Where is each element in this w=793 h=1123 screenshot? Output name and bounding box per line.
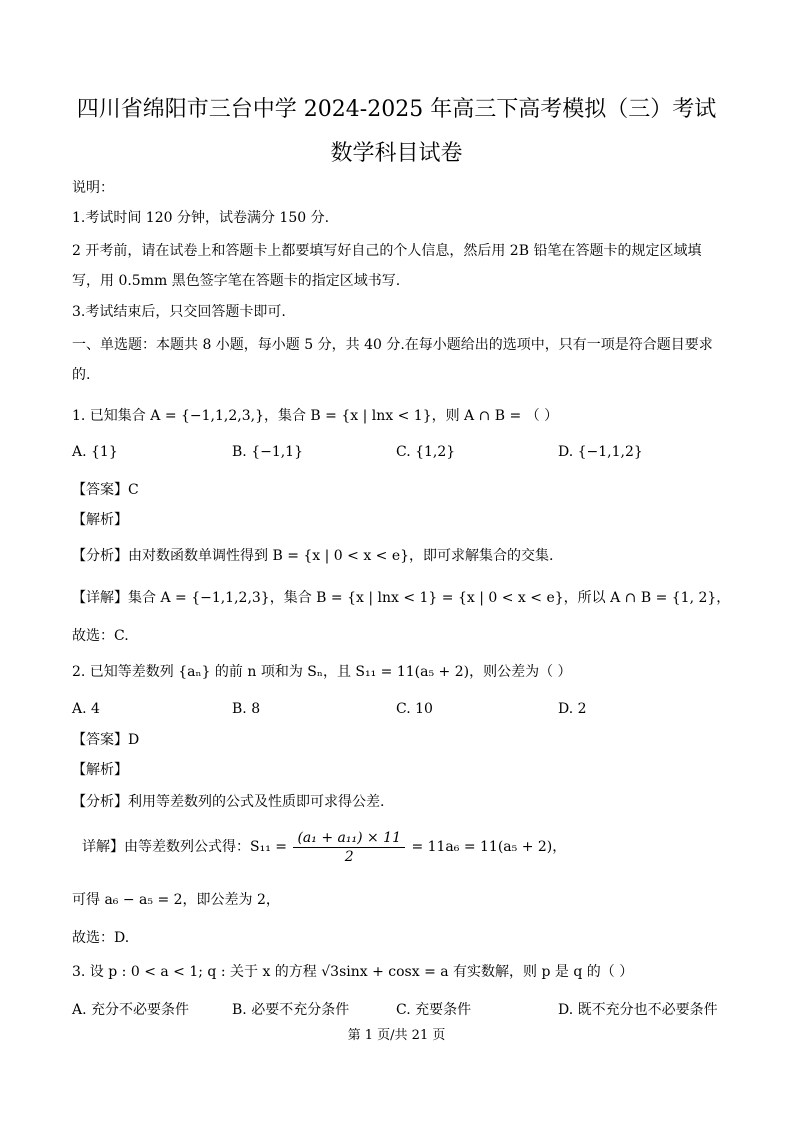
q3-option-c: C. 充要条件	[396, 1002, 472, 1018]
instruction-item-2: 2 开考前，请在试卷上和答题卡上都要填写好自己的个人信息，然后用 2B 铅笔在答题卡的规定区域填写，用 0.5mm 黑色签字笔在答题卡的指定区域书写.	[72, 243, 702, 289]
instruction-item-1: 1.考试时间 120 分钟，试卷满分 150 分.	[72, 210, 330, 226]
q2-xiangjie-prefix: 详解】由等差数列公式得：S₁₁ =	[82, 839, 287, 855]
q1-fenxi: 【分析】由对数函数单调性得到 B = {x | 0 < x < e}，即可求解集合的交集.	[72, 548, 554, 564]
q2-stem: 2. 已知等差数列 {aₙ} 的前 n 项和为 Sₙ，且 S₁₁ = 11(a₅ + 2)，则公差为（ ）	[72, 664, 572, 680]
q3-option-d: D. 既不充分也不必要条件	[558, 1002, 718, 1018]
q1-option-b: B. {−1,1}	[232, 444, 303, 460]
q3-option-b: B. 必要不充分条件	[232, 1002, 350, 1018]
q1-option-c: C. {1,2}	[396, 444, 456, 460]
q1-answer: 【答案】C	[72, 482, 139, 498]
q2-xiangjie	[82, 826, 566, 868]
exam-title: 四川省绵阳市三台中学 2024-2025 年高三下高考模拟（三）考试	[76, 97, 717, 122]
instructions-header: 说明：	[72, 180, 114, 196]
q1-analysis-label: 【解析】	[72, 512, 128, 528]
q1-option-d: D. {−1,1,2}	[558, 444, 643, 460]
q2-analysis-label: 【解析】	[72, 762, 128, 778]
q2-conclusion: 故选：D.	[72, 930, 130, 946]
q2-option-a: A. 4	[72, 701, 100, 717]
q3-option-a: A. 充分不必要条件	[72, 1002, 190, 1018]
q2-derivation: 可得 a₆ − a₅ = 2，即公差为 2，	[72, 892, 280, 908]
instruction-item-3: 3.考试结束后，只交回答题卡即可.	[72, 304, 286, 320]
section-1-header: 一、单选题：本题共 8 小题，每小题 5 分，共 40 分.在每小题给出的选项中，只有一项是符合题目要求的.	[72, 337, 713, 383]
q2-answer: 【答案】D	[72, 732, 140, 748]
q1-stem: 1. 已知集合 A = {−1,1,2,3,}，集合 B = {x | lnx < 1}，则 A ∩ B = （ ）	[72, 408, 559, 424]
q2-fraction	[293, 829, 405, 866]
page-footer: 第 1 页/共 21 页	[347, 1028, 446, 1043]
q2-xiangjie-suffix: = 11a₆ = 11(a₅ + 2)，	[411, 839, 567, 855]
q3-stem: 3. 设 p : 0 < a < 1; q : 关于 x 的方程 √3sinx + cosx = a 有实数解，则 p 是 q 的（ ）	[72, 964, 634, 980]
q2-option-b: B. 8	[232, 701, 261, 717]
exam-subtitle: 数学科目试卷	[330, 141, 463, 166]
q1-conclusion: 故选：C.	[72, 628, 129, 644]
q2-fraction-denominator: 2	[344, 848, 354, 865]
q2-option-d: D. 2	[558, 701, 587, 717]
q2-fraction-numerator: (a₁ + a₁₁) × 11	[293, 829, 405, 848]
q2-option-c: C. 10	[396, 701, 433, 717]
q1-option-a: A. {1}	[72, 444, 118, 460]
q1-xiangjie: 【详解】集合 A = {−1,1,2,3}，集合 B = {x | lnx < 1} = {x | 0 < x < e}，所以 A ∩ B = {1, 2}，	[72, 590, 731, 606]
q2-fenxi: 【分析】利用等差数列的公式及性质即可求得公差.	[72, 794, 385, 810]
